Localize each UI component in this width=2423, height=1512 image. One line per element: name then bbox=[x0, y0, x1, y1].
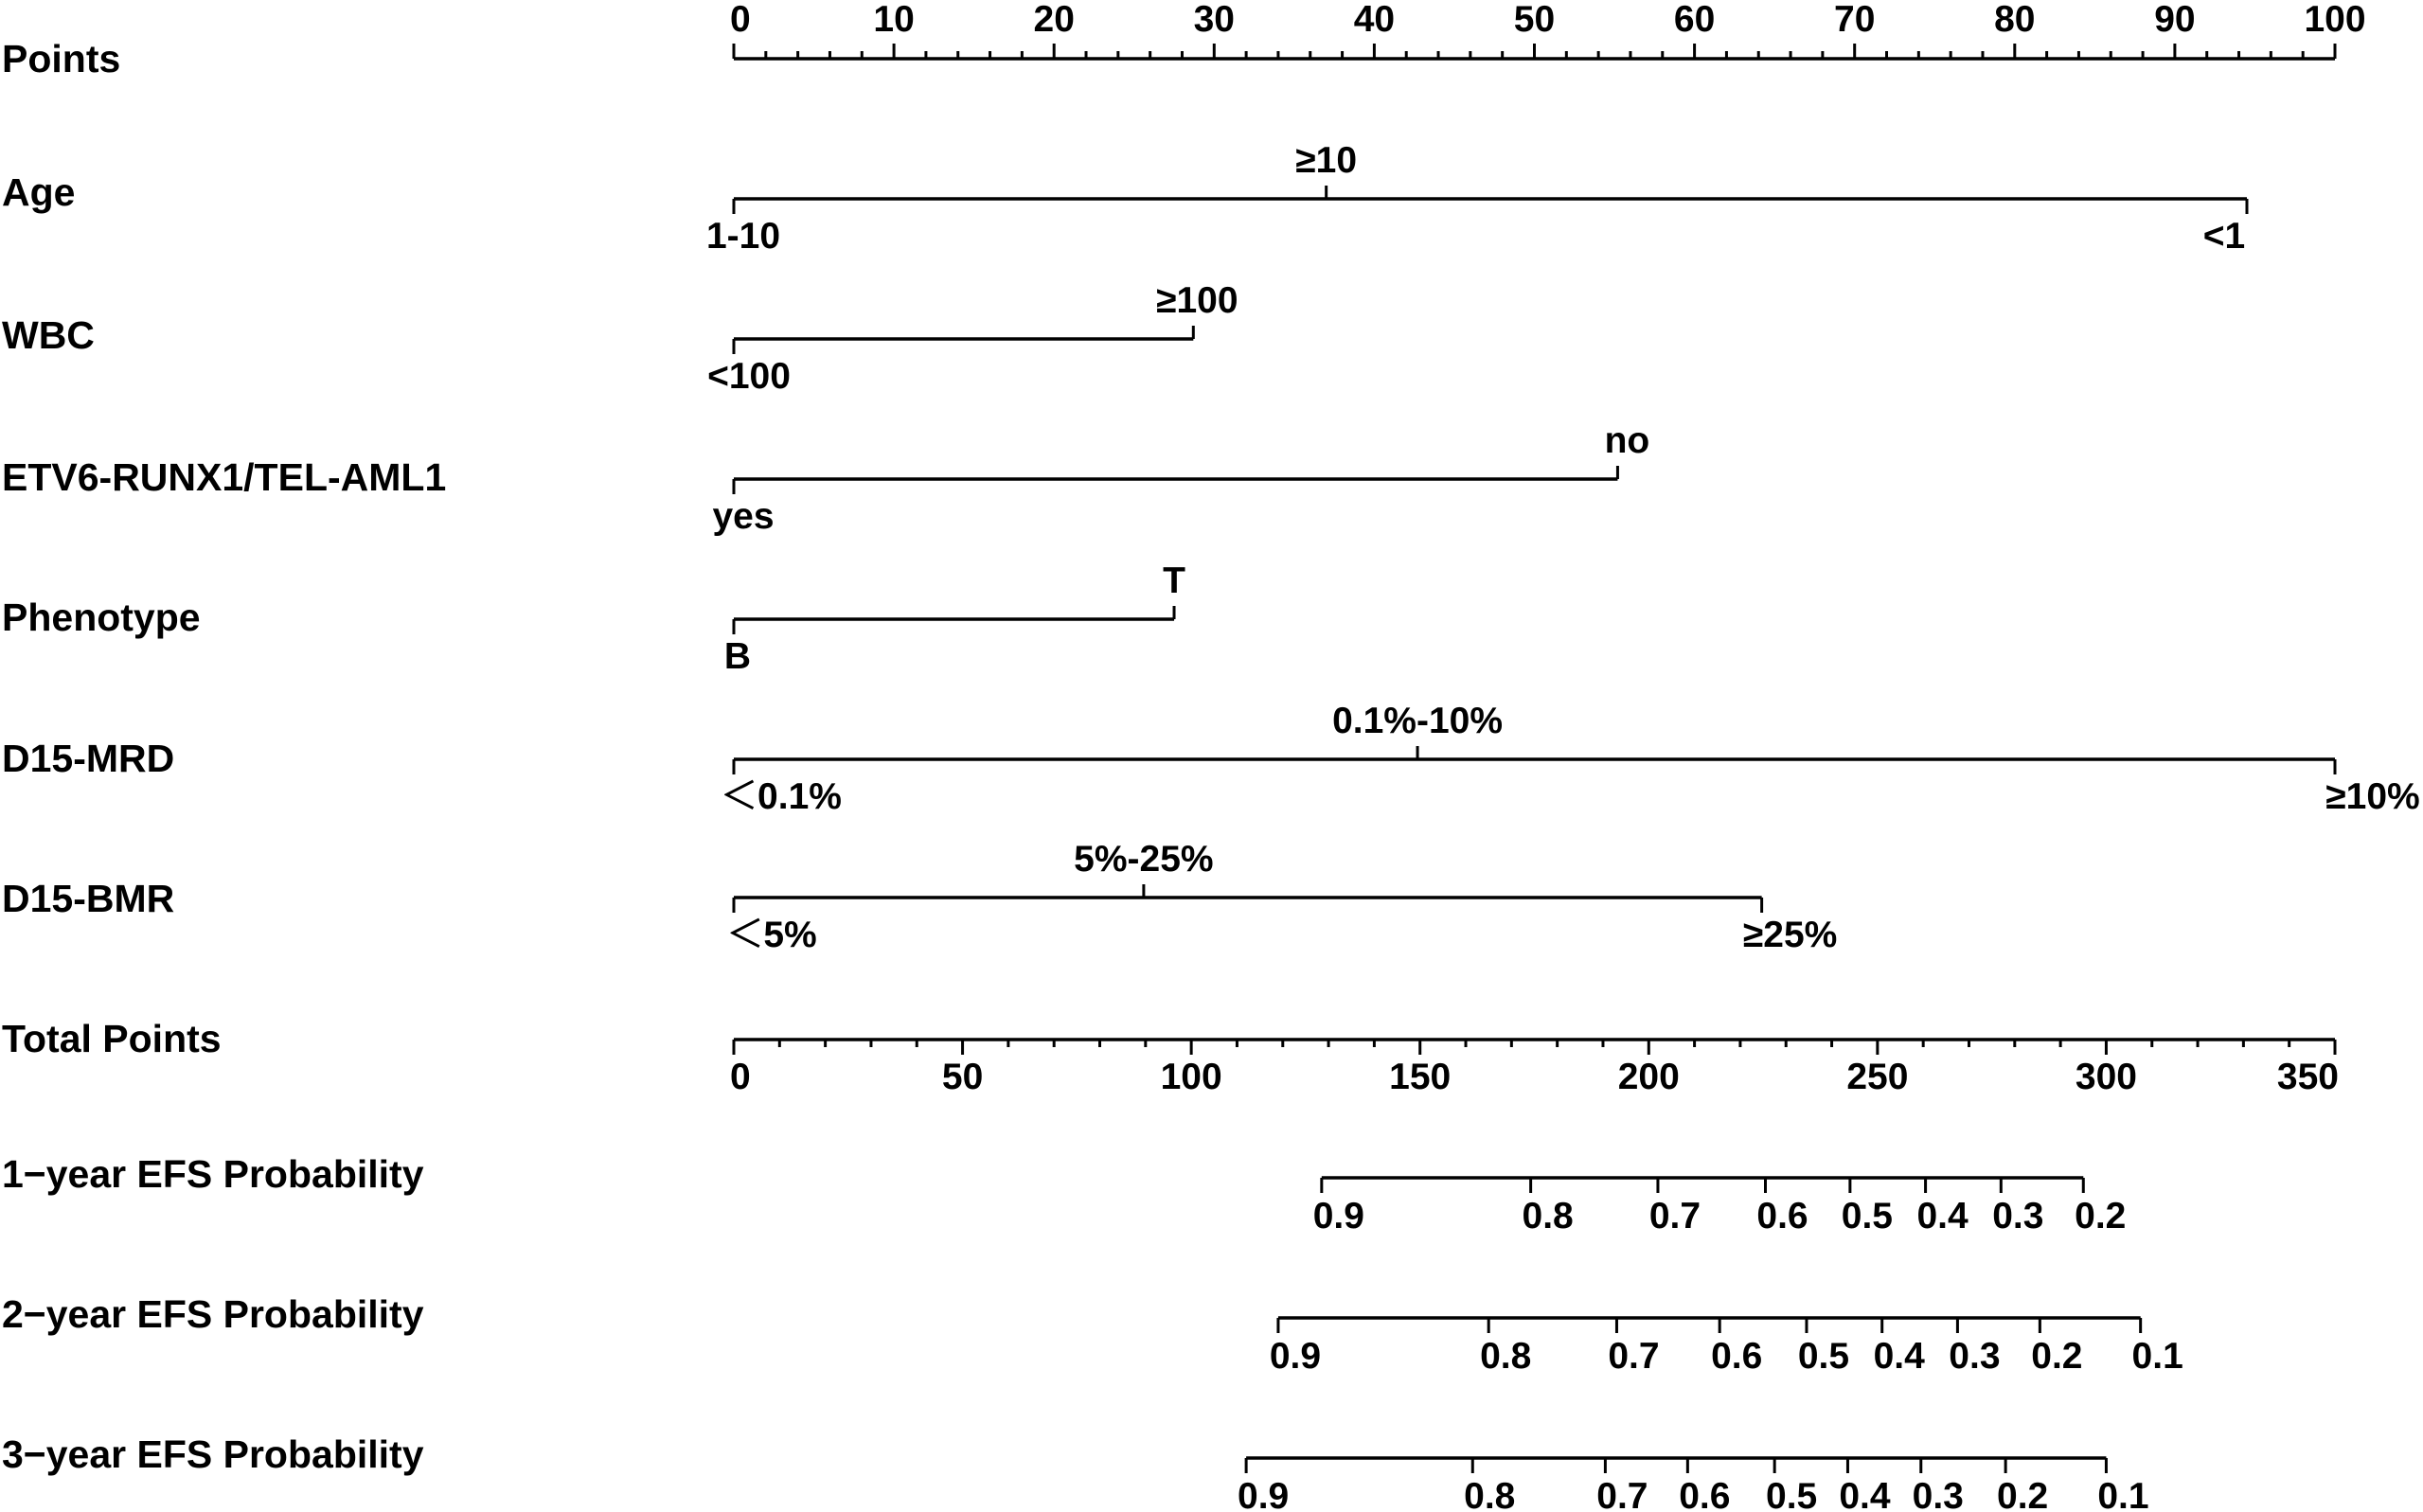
probability-tick-label: 0.3 bbox=[1949, 1336, 2001, 1377]
probability-tick-label: 0.7 bbox=[1608, 1336, 1660, 1377]
total-points-tick-label: 100 bbox=[1160, 1057, 1222, 1097]
variable-level-label: ≥10% bbox=[2325, 776, 2420, 817]
points-tick-label: 10 bbox=[873, 0, 915, 40]
total-points-tick-label: 250 bbox=[1846, 1057, 1909, 1097]
total-points-tick-label: 150 bbox=[1389, 1057, 1452, 1097]
points-tick-label: 50 bbox=[1513, 0, 1556, 40]
variable-row-label: Phenotype bbox=[2, 596, 201, 639]
points-tick-label: 70 bbox=[1834, 0, 1876, 40]
variable-level-label: 5%-25% bbox=[1074, 839, 1214, 880]
variable-level-label: ≥25% bbox=[1742, 915, 1838, 955]
total-points-tick-label: 50 bbox=[941, 1057, 984, 1097]
probability-tick-label: 0.8 bbox=[1480, 1336, 1532, 1377]
probability-tick-label: 0.8 bbox=[1464, 1476, 1516, 1512]
points-tick-label: 40 bbox=[1353, 0, 1396, 40]
probability-tick-label: 0.9 bbox=[1312, 1196, 1364, 1236]
variable-row-label: Age bbox=[2, 170, 76, 214]
variable-level-label: ≥10 bbox=[1295, 140, 1358, 181]
probability-tick-label: 0.6 bbox=[1756, 1196, 1808, 1236]
points-tick-label: 0 bbox=[730, 0, 751, 40]
points-tick-label: 100 bbox=[2304, 0, 2366, 40]
total-points-tick-label: 350 bbox=[2276, 1057, 2339, 1097]
total-points-tick-label: 0 bbox=[730, 1057, 751, 1097]
total-points-tick-label: 300 bbox=[2075, 1057, 2137, 1097]
total-points-row-label: Total Points bbox=[2, 1017, 222, 1060]
variable-level-label: 0.1%-10% bbox=[1332, 701, 1504, 741]
points-tick-label: 20 bbox=[1033, 0, 1075, 40]
variable-level-label: T bbox=[1163, 560, 1185, 601]
points-row-label: Points bbox=[2, 37, 121, 80]
probability-tick-label: 0.4 bbox=[1873, 1336, 1925, 1377]
variable-level-label: ＜0.1% bbox=[721, 776, 842, 817]
probability-tick-label: 0.4 bbox=[1839, 1476, 1891, 1512]
probability-tick-label: 0.6 bbox=[1711, 1336, 1763, 1377]
probability-tick-label: 0.5 bbox=[1797, 1336, 1850, 1377]
probability-row-label: 2−year EFS Probability bbox=[2, 1292, 424, 1336]
probability-tick-label: 0.2 bbox=[1997, 1476, 2049, 1512]
probability-tick-label: 0.2 bbox=[2031, 1336, 2083, 1377]
variable-level-label: B bbox=[723, 636, 752, 677]
probability-tick-label: 0.8 bbox=[1522, 1196, 1574, 1236]
variable-row-label: D15-MRD bbox=[2, 737, 175, 780]
probability-tick-label: 0.9 bbox=[1269, 1336, 1322, 1377]
probability-tick-label: 0.7 bbox=[1648, 1196, 1701, 1236]
probability-tick-label: 0.1 bbox=[2131, 1336, 2183, 1377]
variable-level-label: <1 bbox=[2202, 216, 2246, 257]
points-tick-label: 80 bbox=[1994, 0, 2036, 40]
variable-level-label: no bbox=[1604, 420, 1650, 461]
probability-tick-label: 0.2 bbox=[2075, 1196, 2127, 1236]
variable-row-label: WBC bbox=[2, 313, 95, 357]
probability-row-label: 1−year EFS Probability bbox=[2, 1152, 424, 1196]
probability-tick-label: 0.4 bbox=[1916, 1196, 1969, 1236]
probability-tick-label: 0.9 bbox=[1238, 1476, 1290, 1512]
probability-row-label: 3−year EFS Probability bbox=[2, 1432, 424, 1476]
total-points-tick-label: 200 bbox=[1617, 1057, 1680, 1097]
variable-row-label: D15-BMR bbox=[2, 877, 175, 920]
points-tick-label: 90 bbox=[2154, 0, 2196, 40]
variable-level-label: ＜5% bbox=[726, 915, 817, 955]
variable-level-label: 1-10 bbox=[705, 216, 781, 257]
probability-tick-label: 0.3 bbox=[1992, 1196, 2044, 1236]
probability-tick-label: 0.5 bbox=[1766, 1476, 1818, 1512]
points-tick-label: 30 bbox=[1193, 0, 1235, 40]
probability-tick-label: 0.1 bbox=[2097, 1476, 2149, 1512]
points-tick-label: 60 bbox=[1673, 0, 1716, 40]
probability-tick-label: 0.6 bbox=[1679, 1476, 1731, 1512]
variable-level-label: ≥100 bbox=[1156, 280, 1238, 321]
probability-tick-label: 0.5 bbox=[1841, 1196, 1893, 1236]
probability-tick-label: 0.7 bbox=[1596, 1476, 1648, 1512]
variable-level-label: yes bbox=[712, 496, 775, 537]
variable-row-label: ETV6-RUNX1/TEL-AML1 bbox=[2, 455, 447, 499]
probability-tick-label: 0.3 bbox=[1912, 1476, 1964, 1512]
variable-level-label: <100 bbox=[707, 356, 791, 397]
